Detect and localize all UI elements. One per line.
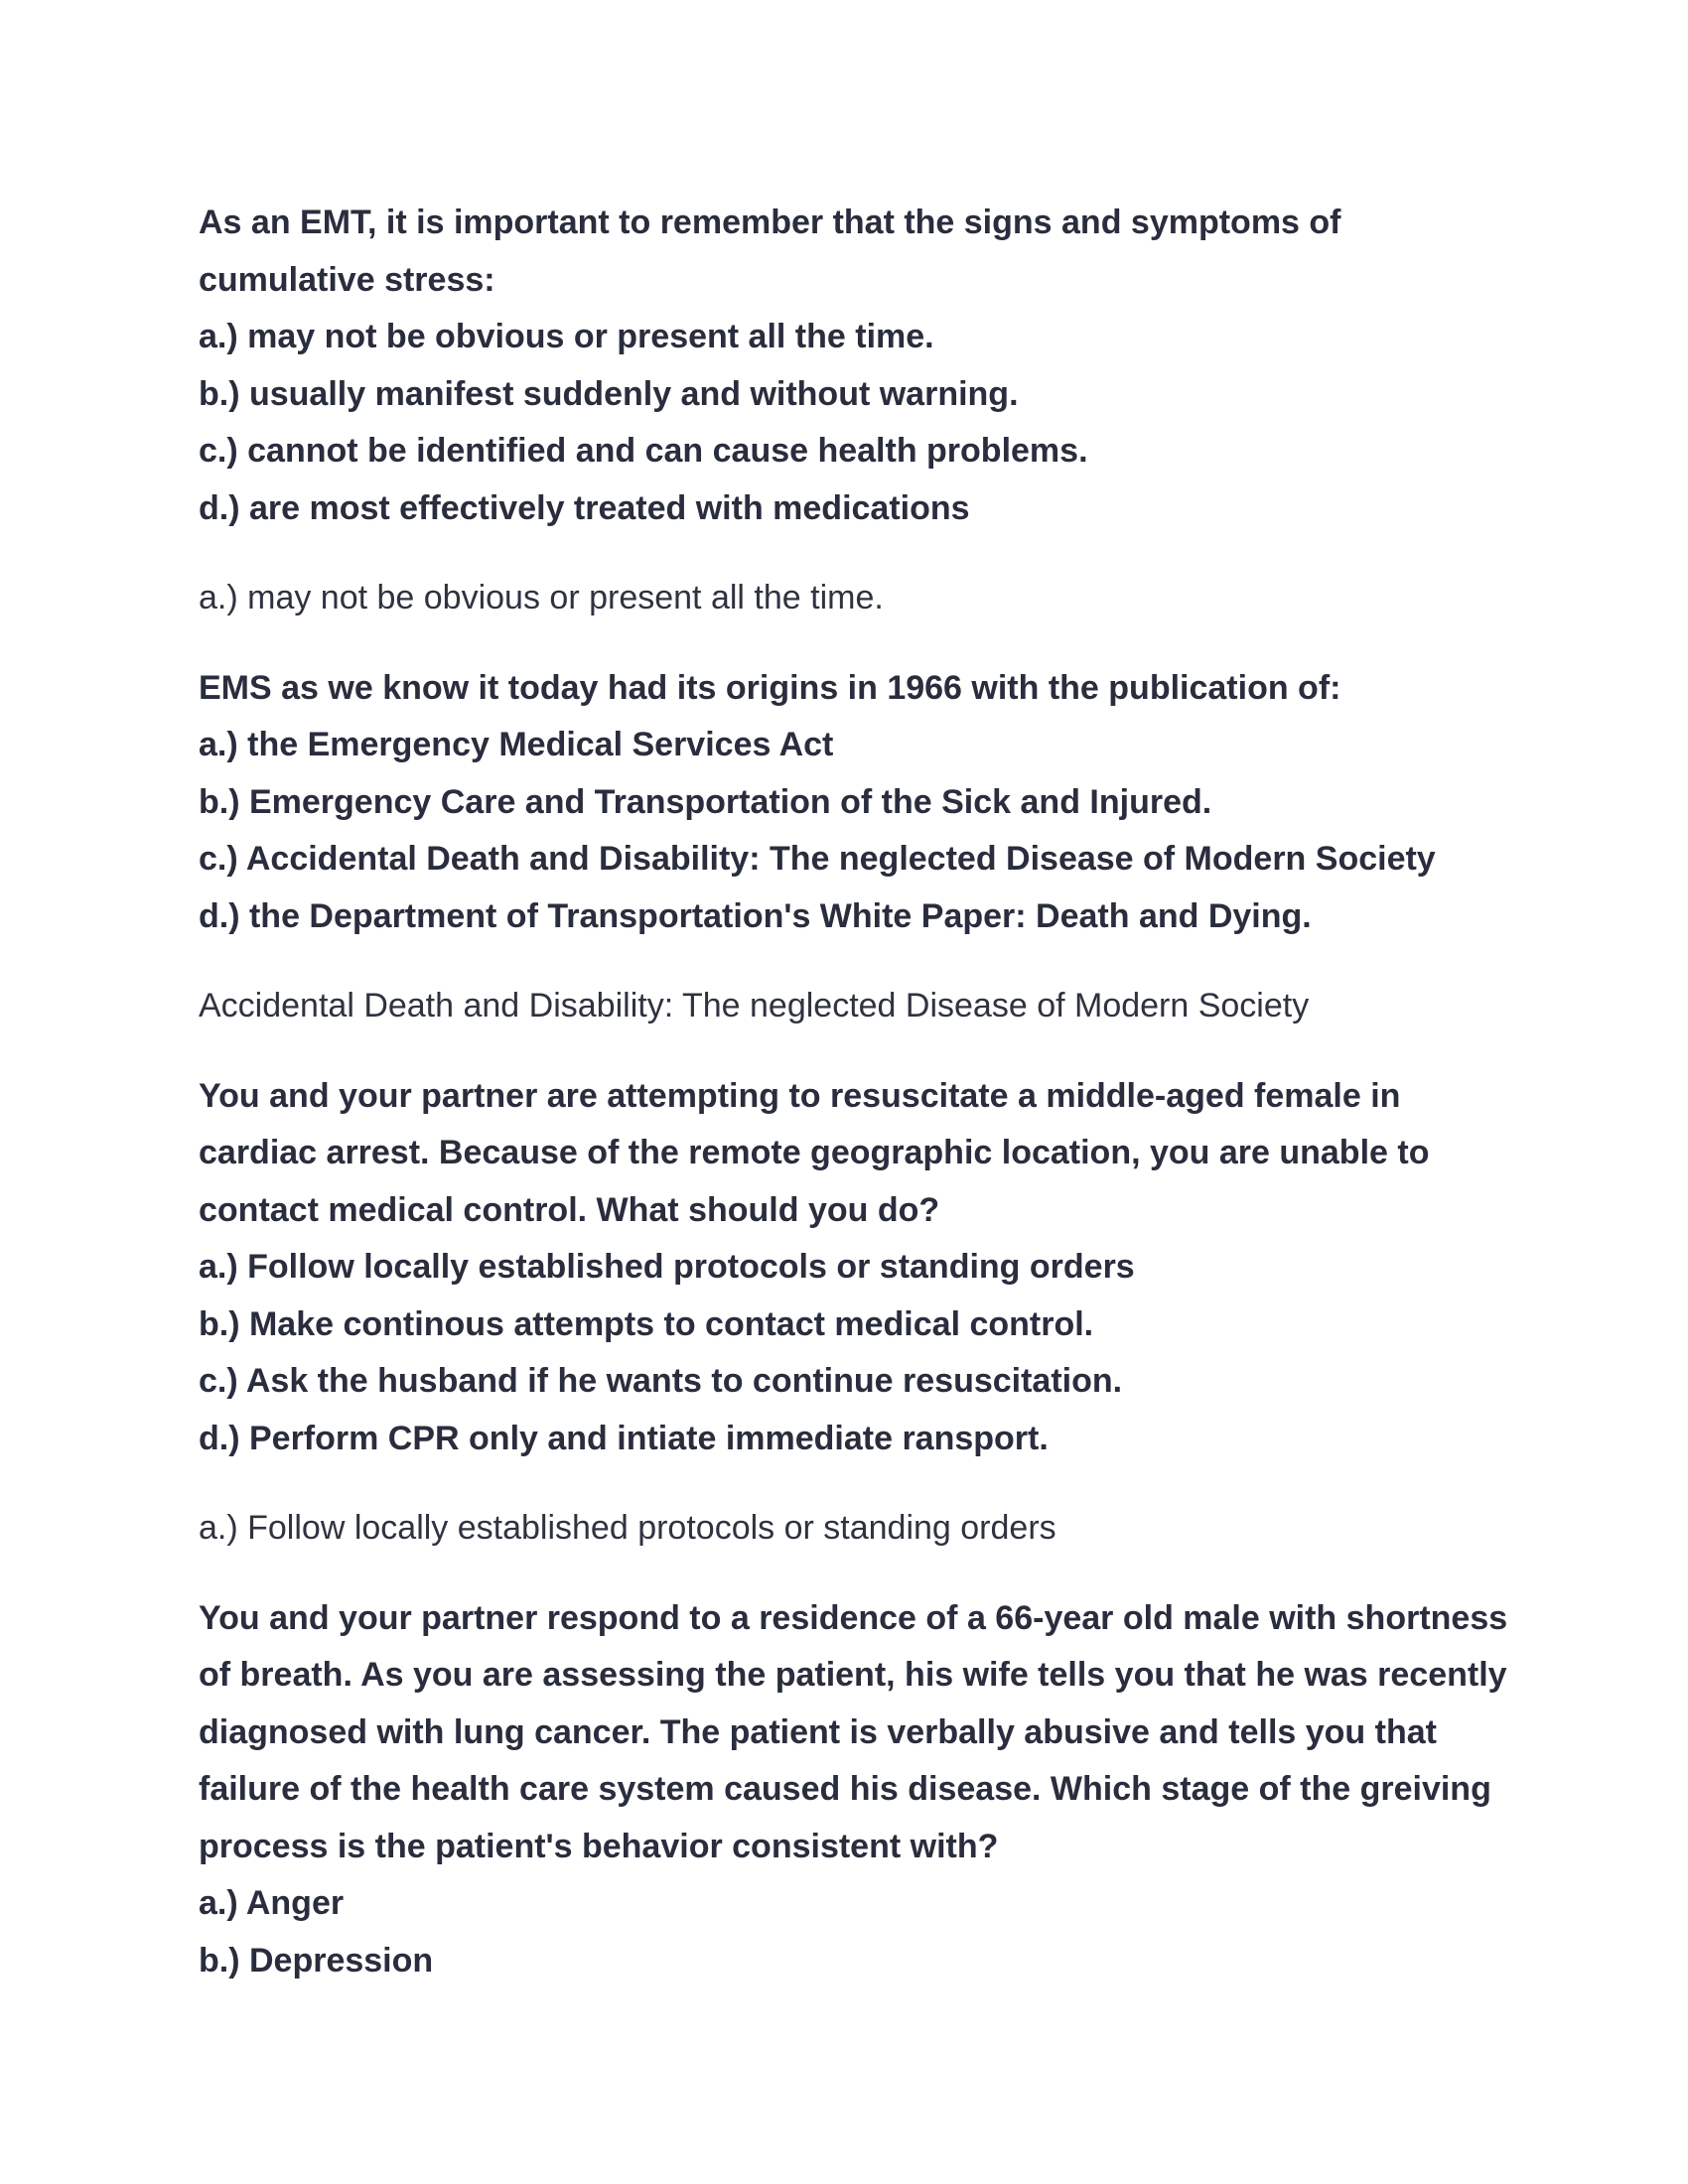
option-d: d.) the Department of Transportation's White Paper: Death and Dying. — [199, 896, 1312, 935]
option-a: a.) the Emergency Medical Services Act — [199, 726, 834, 763]
option-a: a.) Anger — [199, 1884, 345, 1922]
option-list — [199, 309, 1509, 537]
answer-text: a.) Follow locally established protocols or standing orders — [199, 1509, 1056, 1547]
question-line: You and your partner are attempting to resuscitate a middle-aged female in — [199, 1076, 1401, 1115]
option-list — [199, 1875, 1509, 1989]
option-b: b.) Make continous attempts to contact medical control. — [199, 1304, 1094, 1343]
question-line: cumulative stress: — [199, 260, 495, 299]
option-d: d.) are most effectively treated with medications — [199, 488, 970, 527]
question-line: contact medical control. What should you do? — [199, 1190, 940, 1229]
question-text — [199, 1590, 1509, 1876]
option-list — [199, 1239, 1509, 1467]
question-line: of breath. As you are assessing the patient, his wife tells you that he was recently — [199, 1656, 1507, 1694]
question-line: failure of the health care system caused his disease. Which stage of the greiving — [199, 1770, 1491, 1808]
question-block-4 — [199, 1590, 1509, 1990]
option-a: a.) may not be obvious or present all the time. — [199, 318, 934, 355]
option-d: d.) Perform CPR only and intiate immediate ransport. — [199, 1419, 1049, 1457]
option-c: c.) Ask the husband if he wants to continue resuscitation. — [199, 1362, 1123, 1400]
question-line: You and your partner respond to a residence of a 66-year old male with shortness — [199, 1598, 1508, 1637]
option-a: a.) Follow locally established protocols or standing orders — [199, 1248, 1135, 1286]
question-line: EMS as we know it today had its origins in 1966 with the publication of: — [199, 668, 1341, 707]
question-text — [199, 660, 1509, 718]
question-block-2 — [199, 660, 1509, 1035]
question-block-3 — [199, 1068, 1509, 1558]
question-line: process is the patient's behavior consistent with? — [199, 1827, 999, 1865]
question-line: cardiac arrest. Because of the remote geographic location, you are unable to — [199, 1134, 1430, 1171]
option-c: c.) cannot be identified and can cause health problems. — [199, 432, 1088, 470]
option-list — [199, 717, 1509, 945]
option-b: b.) Emergency Care and Transportation of the Sick and Injured. — [199, 782, 1212, 821]
option-b: b.) Depression — [199, 1941, 434, 1979]
option-b: b.) usually manifest suddenly and without warning. — [199, 374, 1019, 413]
question-line: As an EMT, it is important to remember that the signs and symptoms of — [199, 204, 1341, 241]
answer-text: a.) may not be obvious or present all the time. — [199, 579, 884, 616]
question-text — [199, 195, 1509, 309]
option-c: c.) Accidental Death and Disability: The neglected Disease of Modern Society — [199, 840, 1436, 878]
question-block-1 — [199, 195, 1509, 627]
question-line: diagnosed with lung cancer. The patient is verbally abusive and tells you that — [199, 1712, 1437, 1751]
question-text — [199, 1068, 1509, 1240]
answer-text: Accidental Death and Disability: The neglected Disease of Modern Society — [199, 987, 1310, 1024]
